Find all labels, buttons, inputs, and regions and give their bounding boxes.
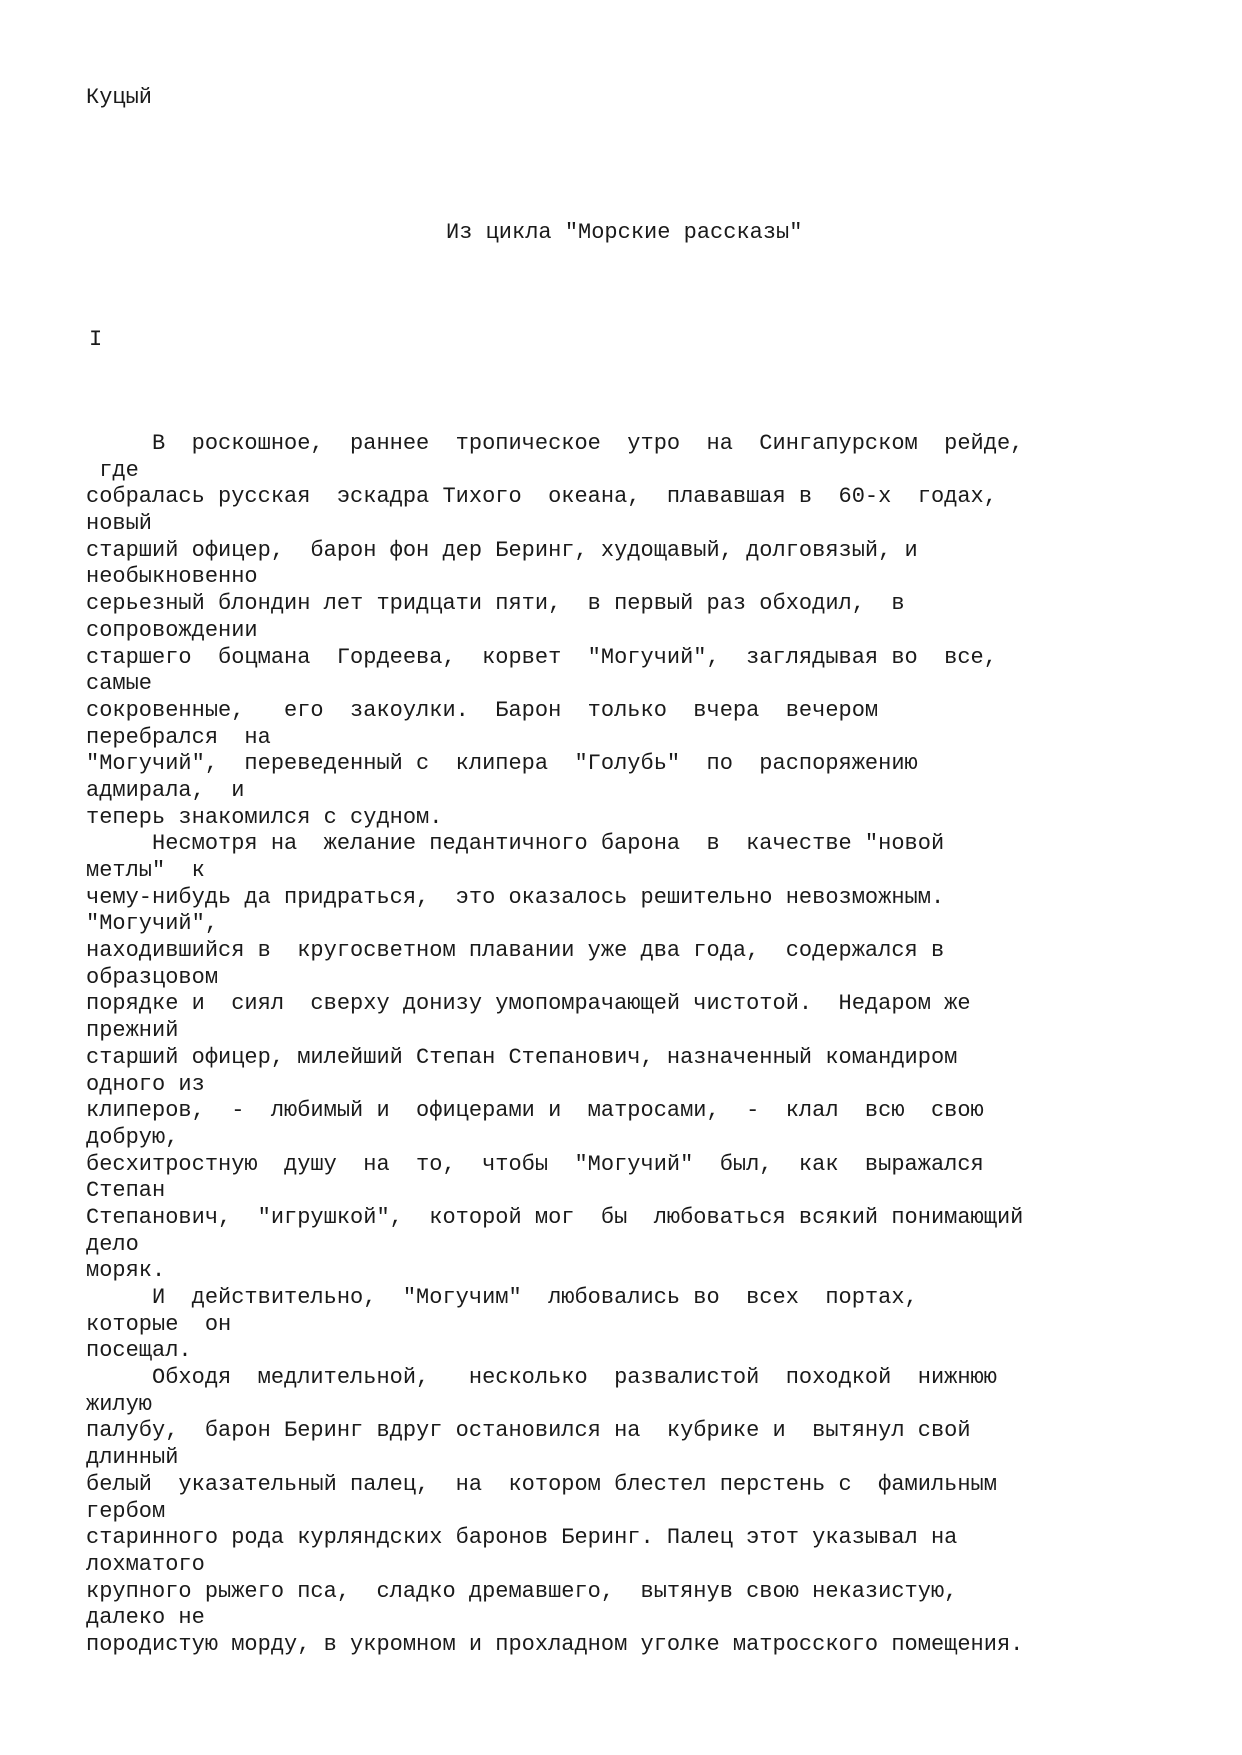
- story-subtitle: Из цикла "Морские рассказы": [446, 220, 803, 245]
- text-line: сокровенные, его закоулки. Барон только вчера вечером: [86, 697, 879, 723]
- text-line: необыкновенно: [86, 564, 258, 590]
- text-line: моряк.: [86, 1258, 166, 1284]
- text-line: Степан: [86, 1178, 166, 1204]
- text-line: дело: [86, 1231, 139, 1257]
- text-line: находившийся в кругосветном плавании уже два года, содержался в: [86, 938, 945, 964]
- text-line: клиперов, - любимый и офицерами и матросами, - клал всю свою: [86, 1098, 984, 1124]
- text-line: старший офицер, милейший Степан Степанович, назначенный командиром: [86, 1044, 958, 1070]
- text-line: В роскошное, раннее тропическое утро на Сингапурском рейде,: [86, 431, 1024, 456]
- text-line: старинного рода курляндских баронов Беринг. Палец этот указывал на: [86, 1525, 958, 1551]
- story-title: Куцый: [86, 85, 153, 110]
- text-line: серьезный блондин лет тридцати пяти, в первый раз обходил, в: [86, 591, 905, 617]
- text-line: жилую: [86, 1391, 153, 1417]
- text-line: белый указательный палец, на котором блестел перстень с фамильным: [86, 1471, 997, 1497]
- text-line: посещал.: [86, 1338, 192, 1364]
- text-line: Несмотря на желание педантичного барона в качестве "новой: [86, 831, 945, 857]
- story-body: [86, 431, 1186, 1659]
- text-line: "Могучий", переведенный с клипера "Голубь" по распоряжению: [86, 751, 918, 777]
- text-line: далеко не: [86, 1605, 205, 1631]
- text-line: палубу, барон Беринг вдруг остановился на кубрике и вытянул свой: [86, 1418, 971, 1444]
- text-line: перебрался на: [86, 724, 271, 750]
- text-line: "Могучий",: [86, 911, 219, 937]
- text-line: старшего боцмана Гордеева, корвет "Могучий", заглядывая во все,: [86, 644, 997, 670]
- text-line: метлы" к: [86, 858, 205, 883]
- text-line: собралась русская эскадра Тихого океана, плававшая в 60-х годах,: [86, 484, 997, 510]
- text-line: гербом: [86, 1498, 166, 1524]
- text-line: Обходя медлительной, несколько развалистой походкой нижнюю: [86, 1365, 997, 1391]
- text-line: новый: [86, 511, 153, 537]
- text-line: крупного рыжего пса, сладко дремавшего, вытянув свою неказистую,: [86, 1578, 958, 1604]
- text-line: чему-нибудь да придраться, это оказалось решительно невозможным.: [86, 884, 945, 910]
- text-line: прежний: [86, 1018, 179, 1044]
- text-line: сопровождении: [86, 617, 258, 643]
- text-line: которые он: [86, 1311, 232, 1337]
- text-line: породистую морду, в укромном и прохладном уголке матросского помещения.: [86, 1631, 1024, 1657]
- text-line: старший офицер, барон фон дер Беринг, худощавый, долговязый, и: [86, 537, 918, 563]
- text-line: Степанович, "игрушкой", которой мог бы любоваться всякий понимающий: [86, 1204, 1024, 1230]
- chapter-number: I: [89, 327, 103, 352]
- text-line: бесхитростную душу на то, чтобы "Могучий" был, как выражался: [86, 1151, 984, 1177]
- text-line: длинный: [86, 1445, 179, 1471]
- text-line: образцовом: [86, 964, 219, 990]
- text-line: теперь знакомился с судном.: [86, 804, 443, 830]
- text-line: где: [86, 457, 139, 483]
- text-line: самые: [86, 671, 153, 697]
- text-line: адмирала, и: [86, 777, 245, 803]
- text-line: лохматого: [86, 1551, 205, 1577]
- text-line: добрую,: [86, 1124, 179, 1150]
- text-line: И действительно, "Могучим" любовались во всех портах,: [86, 1285, 918, 1310]
- text-line: одного из: [86, 1071, 205, 1097]
- text-line: порядке и сиял сверху донизу умопомрачающей чистотой. Недаром же: [86, 991, 971, 1017]
